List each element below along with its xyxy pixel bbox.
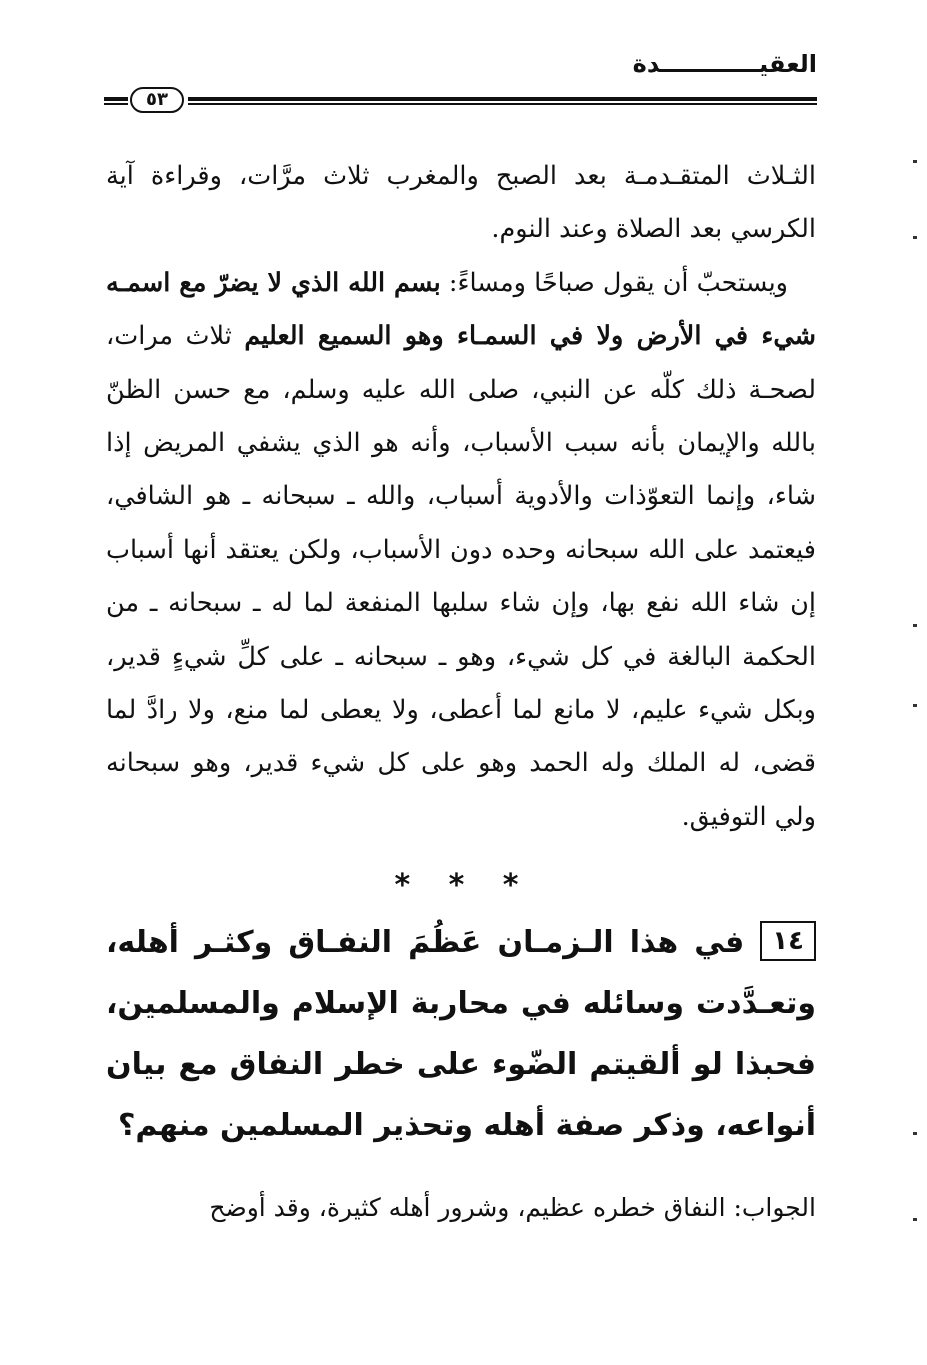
header-rule-short: [104, 97, 128, 105]
paragraph-text: الثـلاث المتقـدمـة بعد الصبح والمغرب ثلاث مرَّات، وقراءة آية الكرسي بعد الصلاة وعند النوم.: [106, 161, 816, 245]
answer-label: الجواب:: [733, 1193, 816, 1222]
scan-mark: [913, 624, 917, 627]
paragraph-text: ثلاث مرات، لصحـة ذلك كلّه عن النبي، صلى الله عليه وسلم، مع حسن الظنّ بالله والإيمان بأنه سبب الأسباب، وأنه هو الذي يشفي المريض إذا شاء، وإنما التعوّذات والأدوية أسباب، والله ـ سبحانه ـ هو الشافي، فيعتمد على الله سبحانه وحده دون الأسباب، ولكن يعتقد أنها أسباب إن شاء الله نفع بها، وإن شاء سلبها المنفعة لما له ـ سبحانه ـ من الحكمة البالغة في كل شيء، وهو ـ سبحانه ـ على كلِّ شيءٍ قدير، وبكل شيء عليم، لا مانع لما أعطى، ولا يعطى لما منع، ولا رادَّ لما قضى، له الملك وله الحمد وهو على كل شيء قدير، وهو سبحانه ولي التوفيق.: [106, 321, 816, 832]
question-block: [106, 912, 816, 1156]
supplication-text: بسم الله الذي لا يضرّ مع اسمـه شيء في الأرض ولا في السمـاء وهو السميع العليم: [106, 267, 816, 352]
scan-mark: [913, 160, 917, 163]
answer-block: [106, 1182, 816, 1234]
section-divider: * * *: [394, 868, 533, 903]
scan-mark: [913, 704, 917, 707]
header-rule: [188, 97, 817, 105]
paragraph: [106, 150, 816, 257]
answer-text: النفاق خطره عظيم، وشرور أهله كثيرة، وقد أوضح: [209, 1193, 734, 1222]
body-text: [106, 150, 816, 844]
paragraph: [106, 257, 816, 844]
running-header-title: العقيــــــــــــدة: [632, 50, 817, 78]
scan-mark: [913, 236, 917, 239]
question-text: في هذا الـزمـان عَظُمَ النفـاق وكثـر أهله، وتعـدَّدت وسائله في محاربة الإسلام والمسلمين، فحبذا لو ألقيتم الضّوء على خطر النفاق مع بيان أنواعه، وذكر صفة أهله وتحذير المسلمين منهم؟: [106, 925, 816, 1143]
paragraph-text: ويستحبّ أن يقول صباحًا ومساءً:: [440, 267, 788, 298]
question-number-badge: ١٤: [760, 921, 816, 961]
scan-mark: [913, 1132, 917, 1135]
scan-mark: [913, 1218, 917, 1221]
page-number: ٥٣: [130, 87, 184, 113]
